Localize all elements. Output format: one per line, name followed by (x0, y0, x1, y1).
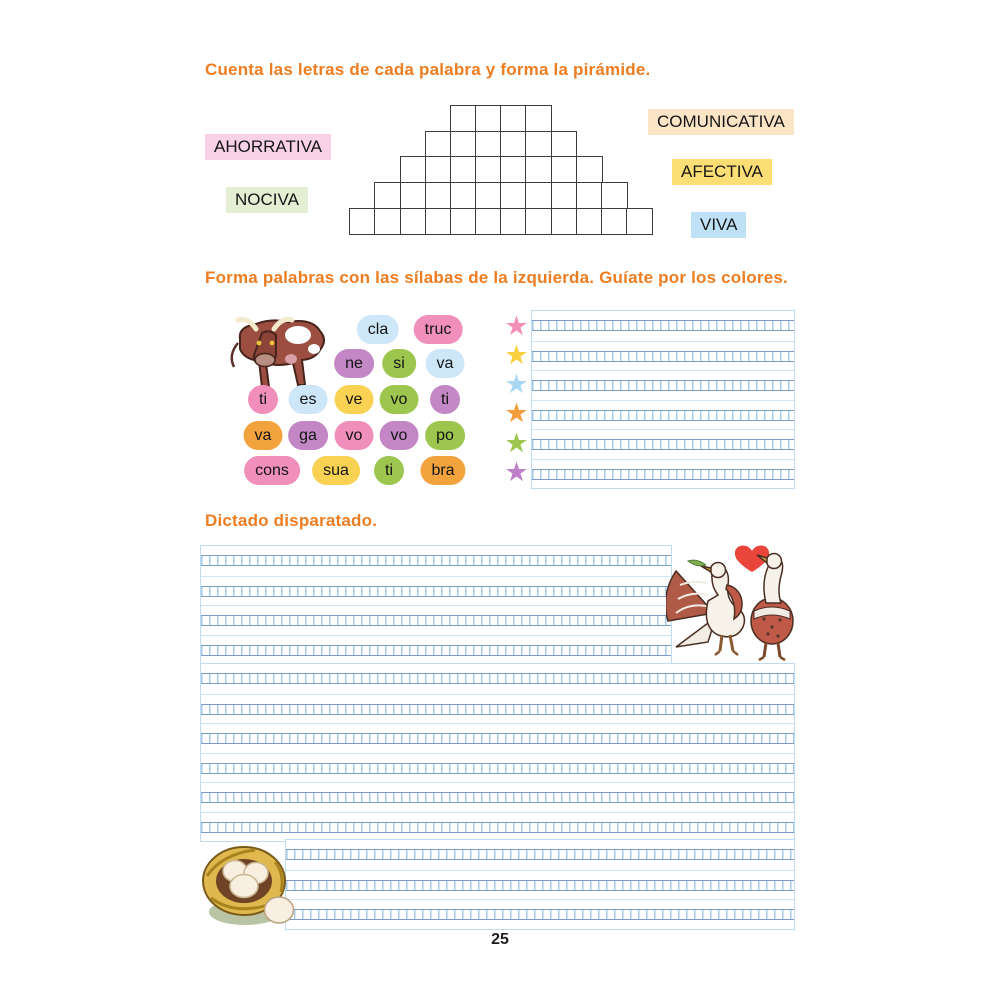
star-icon: ★ (504, 428, 529, 458)
letter-pyramid-grid (340, 105, 662, 235)
writing-line-tick-band (201, 822, 794, 833)
section-title-syllables: Forma palabras con las sílabas de la izquierda. Guíate por los colores. (205, 268, 788, 287)
pyramid-cell (450, 156, 477, 183)
star-icon: ★ (504, 398, 529, 428)
pyramid-cell (500, 208, 527, 235)
pyramid-cell (551, 182, 578, 209)
pyramid-cell (450, 131, 477, 158)
writing-line-tick-band (201, 645, 671, 656)
syllable-bubble: es (289, 385, 328, 414)
pyramid-cell (425, 208, 452, 235)
word-label-afectiva: AFECTIVA (672, 159, 772, 185)
writing-lines-dictation-top (200, 545, 672, 665)
pyramid-cell (576, 182, 603, 209)
syllable-bubble: ne (334, 349, 374, 378)
pyramid-cell (525, 156, 552, 183)
pyramid-cell (500, 131, 527, 158)
writing-line-tick-band (532, 351, 794, 362)
syllable-bubble: ve (335, 385, 374, 414)
writing-line-tick-band (532, 320, 794, 331)
writing-line (532, 370, 794, 400)
pyramid-cell (425, 182, 452, 209)
writing-line-tick-band (286, 909, 794, 920)
writing-line-tick-band (201, 733, 794, 744)
pyramid-cell (601, 182, 628, 209)
pyramid-cell (525, 208, 552, 235)
syllable-bubble: va (426, 349, 465, 378)
writing-line-tick-band (201, 615, 671, 626)
writing-line-tick-band (532, 469, 794, 480)
section-title-pyramid: Cuenta las letras de cada palabra y forma la pirámide. (205, 60, 651, 79)
writing-line-tick-band (532, 439, 794, 450)
section-title-dictation: Dictado disparatado. (205, 511, 378, 530)
writing-line (201, 635, 671, 665)
word-label-nociva: NOCIVA (226, 187, 308, 213)
star-icon: ★ (504, 340, 529, 370)
pyramid-cell (525, 105, 552, 132)
pyramid-cell (475, 131, 502, 158)
pyramid-cell (349, 208, 376, 235)
pyramid-cell (525, 131, 552, 158)
pyramid-cell (500, 182, 527, 209)
syllable-bubble: si (382, 349, 416, 378)
writing-line (201, 694, 794, 724)
star-icon: ★ (504, 311, 529, 341)
syllable-bubble: po (425, 421, 465, 450)
pyramid-cell (450, 208, 477, 235)
pyramid-cell (500, 156, 527, 183)
two-bustards-with-heart-illustration-icon (666, 541, 800, 663)
pyramid-cell (576, 208, 603, 235)
pyramid-cell (400, 156, 427, 183)
pyramid-cell (551, 208, 578, 235)
writing-line (532, 459, 794, 489)
writing-lines-dictation-bottom (285, 839, 795, 930)
pyramid-cell (374, 182, 401, 209)
star-icon: ★ (504, 369, 529, 399)
writing-line (286, 840, 794, 870)
pyramid-cell (551, 156, 578, 183)
pyramid-cell (475, 105, 502, 132)
pyramid-cell (400, 182, 427, 209)
writing-line-tick-band (201, 555, 671, 566)
pyramid-cell (601, 208, 628, 235)
pyramid-cell (475, 182, 502, 209)
writing-lines-dictation-middle (200, 663, 795, 842)
nest-with-eggs-illustration-icon (197, 836, 299, 931)
writing-line (201, 782, 794, 812)
syllable-bubble: ti (430, 385, 460, 414)
writing-line (286, 899, 794, 929)
writing-line (532, 429, 794, 459)
writing-line (286, 870, 794, 900)
syllable-bubble: cons (244, 456, 300, 485)
writing-line-tick-band (201, 673, 794, 684)
syllable-bubble: bra (420, 456, 465, 485)
pyramid-cell (475, 156, 502, 183)
writing-line-tick-band (286, 880, 794, 891)
word-label-comunicativa: COMUNICATIVA (648, 109, 794, 135)
writing-line (201, 546, 671, 576)
pyramid-cell (425, 156, 452, 183)
syllable-bubble: truc (414, 315, 463, 344)
pyramid-cell (374, 208, 401, 235)
writing-line (201, 723, 794, 753)
pyramid-cell (450, 182, 477, 209)
pyramid-cell (475, 208, 502, 235)
writing-line (201, 664, 794, 694)
pyramid-cell (525, 182, 552, 209)
writing-line-tick-band (532, 410, 794, 421)
page-number: 25 (491, 931, 509, 948)
syllable-bubble: vo (380, 421, 419, 450)
writing-line (201, 753, 794, 783)
writing-line (532, 400, 794, 430)
writing-line (201, 576, 671, 606)
pyramid-cell (425, 131, 452, 158)
pyramid-cell (576, 156, 603, 183)
cow-illustration-icon (222, 303, 344, 398)
word-label-ahorrativa: AHORRATIVA (205, 134, 331, 160)
syllable-bubble: va (244, 421, 283, 450)
writing-line-tick-band (201, 792, 794, 803)
writing-line-tick-band (201, 586, 671, 597)
star-icon: ★ (504, 457, 529, 487)
syllable-bubble: ti (248, 385, 278, 414)
syllable-bubble: ga (288, 421, 328, 450)
writing-line (201, 605, 671, 635)
word-label-viva: VIVA (691, 212, 746, 238)
pyramid-cell (450, 105, 477, 132)
syllable-bubble: ti (374, 456, 404, 485)
pyramid-cell (551, 131, 578, 158)
writing-line-tick-band (532, 380, 794, 391)
syllable-bubble: vo (380, 385, 419, 414)
pyramid-cell (626, 208, 653, 235)
writing-line-tick-band (201, 704, 794, 715)
syllable-bubble: vo (335, 421, 374, 450)
pyramid-cell (500, 105, 527, 132)
pyramid-cell (400, 208, 427, 235)
writing-line (532, 311, 794, 341)
writing-line-tick-band (286, 849, 794, 860)
writing-line (532, 341, 794, 371)
writing-line-tick-band (201, 763, 794, 774)
syllable-bubble: sua (312, 456, 360, 485)
syllable-bubble: cla (357, 315, 399, 344)
writing-lines-syllables (531, 310, 795, 489)
